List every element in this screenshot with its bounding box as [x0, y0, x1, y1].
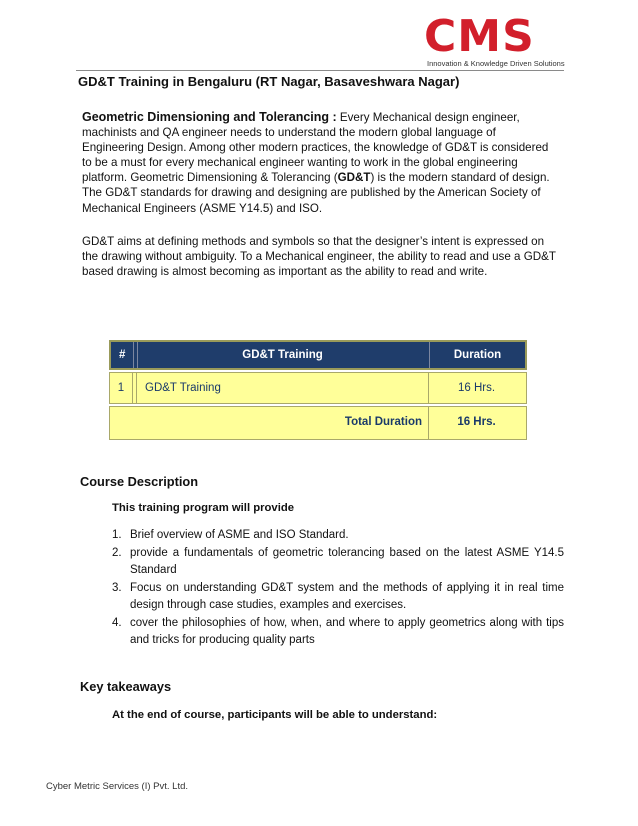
intro-paragraph	[82, 110, 560, 216]
logo-tagline: Innovation & Knowledge Driven Solutions	[427, 59, 565, 68]
row-duration: 16 Hrs.	[428, 373, 524, 403]
total-label: Total Duration	[344, 416, 422, 428]
intro-text-1: Every Mechanical design engineer, machinists and QA engineer needs to understand the modern global language of Engineering Design. Among other modern practices, the knowledge of GD&T is considered to be a must for every mechanical engineer wanting to work in the global engineering platform. Geometric Dimensioning & Tolerancing (	[82, 111, 549, 185]
key-takeaways-subheading: At the end of course, participants will be able to understand:	[112, 709, 438, 721]
total-value: 16 Hrs.	[428, 407, 524, 439]
table-row	[109, 372, 527, 404]
header-divider	[76, 70, 564, 71]
list-item: 3. Focus on understanding GD&T system and the methods of applying it in real time design through case studies, examples and exercises.	[112, 581, 564, 611]
intro-lead: Geometric Dimensioning and Tolerancing :	[82, 110, 337, 124]
course-description-subheading: This training program will provide	[112, 502, 295, 514]
table-header-row	[109, 340, 527, 370]
footer-company: Cyber Metric Services (I) Pvt. Ltd.	[46, 781, 189, 792]
course-description-list	[112, 527, 564, 650]
intro-text-2: ) is the modern standard of design. The GD&T standards for drawing and designing are published by the American Society of Mechanical Engineers (ASME Y14.5) and ISO.	[82, 171, 550, 215]
purpose-paragraph: GD&T aims at defining methods and symbols so that the designer’s intent is expressed on the drawing without ambiguity. To a Mechanical engineer, the ability to read and use a GD&T based drawing is almost becoming as important as the ability to read and write.	[82, 235, 556, 279]
header-divider-1	[133, 342, 134, 368]
header-duration: Duration	[429, 342, 525, 368]
key-takeaways-heading: Key takeaways	[80, 679, 172, 694]
row-num: 1	[117, 382, 125, 394]
list-item: 4. cover the philosophies of how, when, and where to apply geometrics along with tips and tricks for producing quality parts	[112, 616, 564, 646]
course-description-heading: Course Description	[80, 474, 199, 489]
list-item: 1. Brief overview of ASME and ISO Standard.	[112, 529, 349, 541]
company-logo: CMS	[424, 11, 535, 62]
page-title: GD&T Training in Bengaluru (RT Nagar, Basaveshwara Nagar)	[78, 74, 460, 89]
table-total-row	[109, 406, 527, 440]
intro-abbr: GD&T	[337, 171, 371, 185]
header-num: #	[119, 349, 126, 361]
row-training: GD&T Training	[136, 373, 426, 403]
list-item: 2. provide a fundamentals of geometric tolerancing based on the latest ASME Y14.5 Standard	[112, 546, 564, 576]
header-training: GD&T Training	[137, 342, 427, 368]
